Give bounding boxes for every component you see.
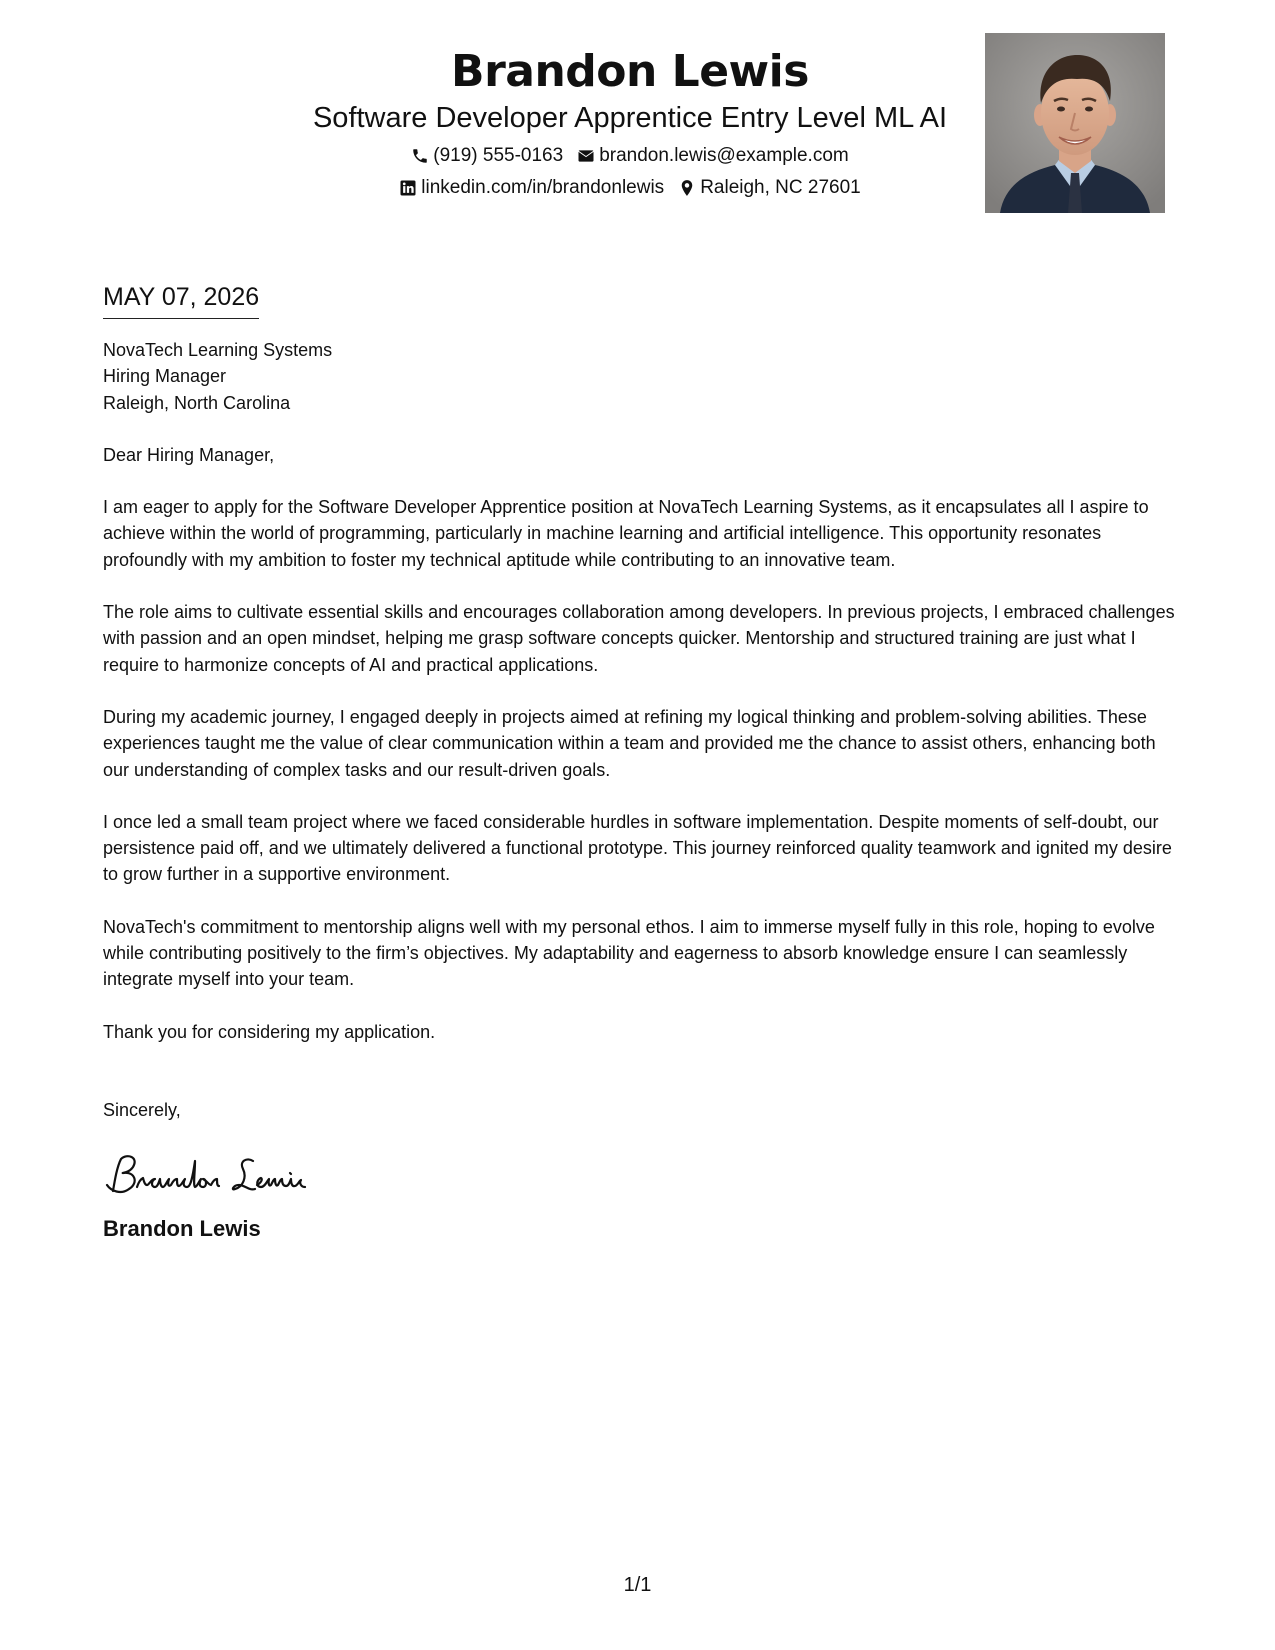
phone-contact bbox=[411, 144, 563, 168]
applicant-headline: Software Developer Apprentice Entry Level ML AI bbox=[312, 102, 948, 134]
location-contact bbox=[678, 176, 861, 200]
body-paragraph: NovaTech's commitment to mentorship aligns well with my personal ethos. I aim to immerse myself fully in this role, hoping to evolve while contributing positively to the firm’s objectives. My adaptability and eagerness to absorb knowledge ensure I can seamlessly integrate myself into your team. bbox=[103, 916, 1155, 990]
phone-text[interactable]: (919) 555-0163 bbox=[433, 145, 564, 166]
email-text[interactable]: brandon.lewis@example.com bbox=[599, 145, 849, 166]
body-paragraph: I am eager to apply for the Software Developer Apprentice position at NovaTech Learning Systems, as it encapsulates all I aspire to achieve within the world of programming, particularly in machine learning and artificial intelligence. This opportunity resonates profoundly with my ambition to foster my technical aptitude while contributing to an innovative team. bbox=[103, 497, 1149, 570]
body-paragraph: I once led a small team project where we faced considerable hurdles in software implementation. Despite moments of self-doubt, our persistence paid off, and we ultimately delivered a functional prototype. This journey reinforced quality teamwork and ignited my desire to grow further in a supportive environment. bbox=[103, 811, 1172, 885]
greeting: Dear Hiring Manager, bbox=[103, 444, 275, 465]
handwritten-signature bbox=[103, 1151, 1178, 1201]
location-text: Raleigh, NC 27601 bbox=[700, 177, 861, 198]
applicant-photo bbox=[985, 33, 1165, 213]
linkedin-icon bbox=[399, 179, 417, 197]
signer-name: Brandon Lewis bbox=[103, 1216, 261, 1242]
recipient-company: NovaTech Learning Systems bbox=[103, 340, 333, 360]
map-pin-icon bbox=[678, 179, 696, 197]
closing-thanks: Thank you for considering my application. bbox=[103, 1021, 436, 1042]
recipient-block bbox=[103, 337, 1178, 416]
recipient-title: Hiring Manager bbox=[103, 366, 227, 387]
recipient-location: Raleigh, North Carolina bbox=[103, 392, 291, 413]
email-contact bbox=[577, 144, 849, 168]
linkedin-text[interactable]: linkedin.com/in/brandonlewis bbox=[421, 177, 665, 198]
body-paragraph: During my academic journey, I engaged deeply in projects aimed at refining my logical thinking and problem-solving abilities. These experiences taught me the value of clear communication within a team and provided me the chance to assist others, enhancing both our understanding of complex tasks and our result-driven goals. bbox=[103, 706, 1156, 780]
letter-date: MAY 07, 2026 bbox=[103, 280, 259, 319]
page-number: 1/1 bbox=[623, 1574, 652, 1596]
phone-icon bbox=[411, 147, 429, 165]
envelope-icon bbox=[577, 147, 595, 165]
applicant-name: Brandon Lewis bbox=[451, 46, 809, 97]
linkedin-contact bbox=[399, 176, 664, 200]
sign-off: Sincerely, bbox=[103, 1099, 181, 1120]
body-paragraph: The role aims to cultivate essential skills and encourages collaboration among developers. In previous projects, I embraced challenges with passion and an open mindset, helping me grasp software concepts quicker. Mentorship and structured training are just what I require to harmonize concepts of AI and practical applications. bbox=[103, 602, 1175, 675]
letter-body bbox=[103, 280, 1178, 1243]
